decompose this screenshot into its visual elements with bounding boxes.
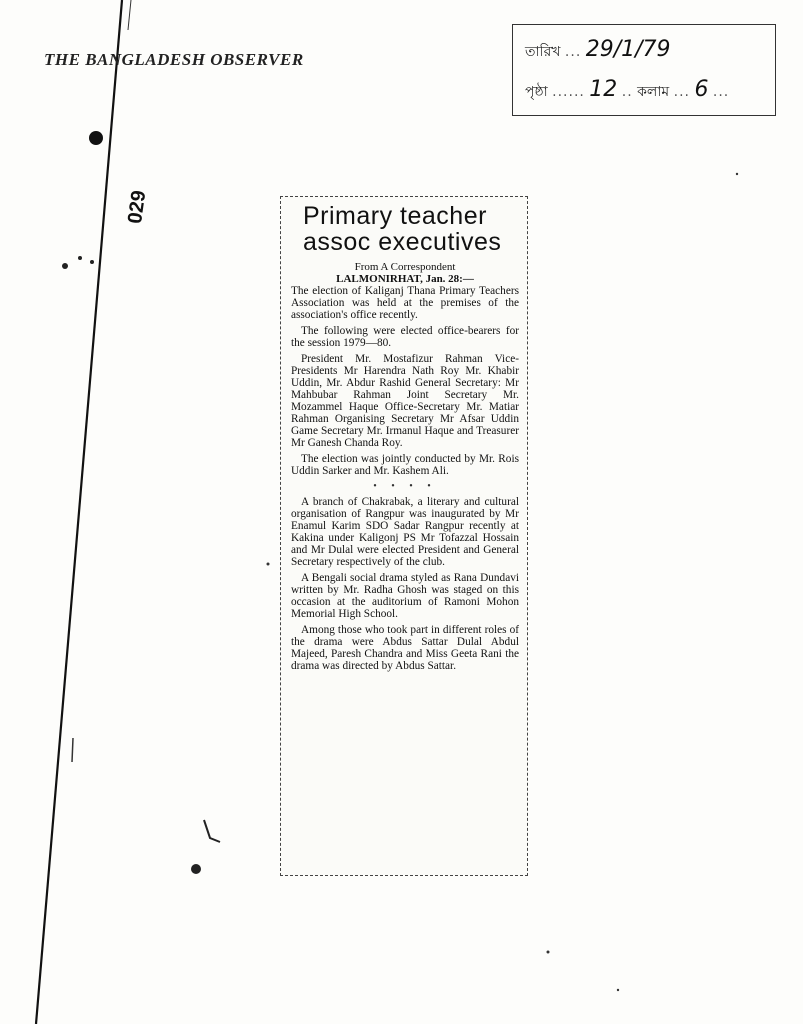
article-paragraph: The election of Kaliganj Thana Primary Teachers Association was held at the premises of the association's office recently. — [291, 285, 519, 321]
ink-speck — [547, 951, 550, 954]
article-paragraph: A branch of Chakrabak, a literary and cultural organisation of Rangpur was inaugurated by Mr Enamul Karim SDO Sadar Rangpur recently at Kakina under Kaligonj PS Mr Tofazzal Hossain and Mr Dulal were elected President and General Secretary respectively of the club. — [291, 496, 519, 568]
stamp-page-row: পৃষ্ঠা ...... 12 .. কলাম ... 6 ... — [525, 77, 730, 102]
date-stamp — [512, 24, 776, 116]
ink-speck — [267, 563, 270, 566]
ink-speck — [617, 989, 619, 991]
page-edge-line — [128, 0, 131, 30]
ink-speck — [90, 260, 94, 264]
article-byline: From A Correspondent — [354, 261, 456, 273]
article-paragraph: The election was jointly conducted by Mr. Rois Uddin Sarker and Mr. Kashem Ali. — [291, 453, 519, 477]
ink-speck — [72, 738, 73, 762]
article-paragraph: President Mr. Mostafizur Rahman Vice-Presidents Mr Harendra Nath Roy Mr. Khabir Uddin, Mr. Abdur Rashid General Secretary: Mr Mahbubar Rahman Joint Secretary Mr. Mozammel Haque Office-Secretary Mr. Matiar Rahman Organising Secretary Mr Afsar Uddin Game Secretary Mr. Irmanul Haque and Treasurer Mr Ganesh Chanda Roy. — [291, 353, 519, 449]
headline-line-1: Primary teacher — [303, 202, 487, 230]
article-paragraph: A Bengali social drama styled as Rana Dundavi written by Mr. Radha Ghosh was staged on this occasion at the auditorium of Ramoni Mohon Memorial High School. — [291, 572, 519, 620]
stamp-page-label: পৃষ্ঠা — [525, 84, 548, 100]
page-fold-line — [36, 0, 122, 1024]
article-dateline: LALMONIRHAT, Jan. 28:— — [336, 273, 474, 285]
ink-speck — [78, 256, 82, 260]
ink-speck — [62, 263, 68, 269]
headline-line-2: assoc executives — [303, 228, 502, 256]
punch-hole-mark — [89, 131, 103, 145]
stamp-page-value: 12 — [589, 77, 618, 102]
newspaper-masthead: THE BANGLADESH OBSERVER — [44, 50, 304, 69]
stamp-date-value: 29/1/79 — [585, 37, 671, 62]
ink-speck — [736, 173, 738, 175]
ink-speck — [191, 864, 201, 874]
stamp-date-label: তারিখ — [525, 44, 561, 60]
newspaper-clipping — [280, 196, 528, 876]
ink-speck — [204, 820, 220, 842]
article-headline — [303, 203, 519, 255]
article-paragraph: The following were elected office-bearers for the session 1979—80. — [291, 325, 519, 349]
archive-page-number: 029 — [124, 188, 151, 226]
stamp-column-value: 6 — [694, 77, 709, 102]
stamp-column-label: কলাম — [637, 84, 670, 100]
stamp-date-row: তারিখ ... 29/1/79 — [525, 37, 671, 62]
section-separator: • • • • — [373, 481, 437, 492]
article-paragraph: Among those who took part in different roles of the drama were Abdus Sattar Dulal Abdul Majeed, Paresh Chandra and Miss Geeta Rani the drama was directed by Abdus Sattar. — [291, 624, 519, 672]
